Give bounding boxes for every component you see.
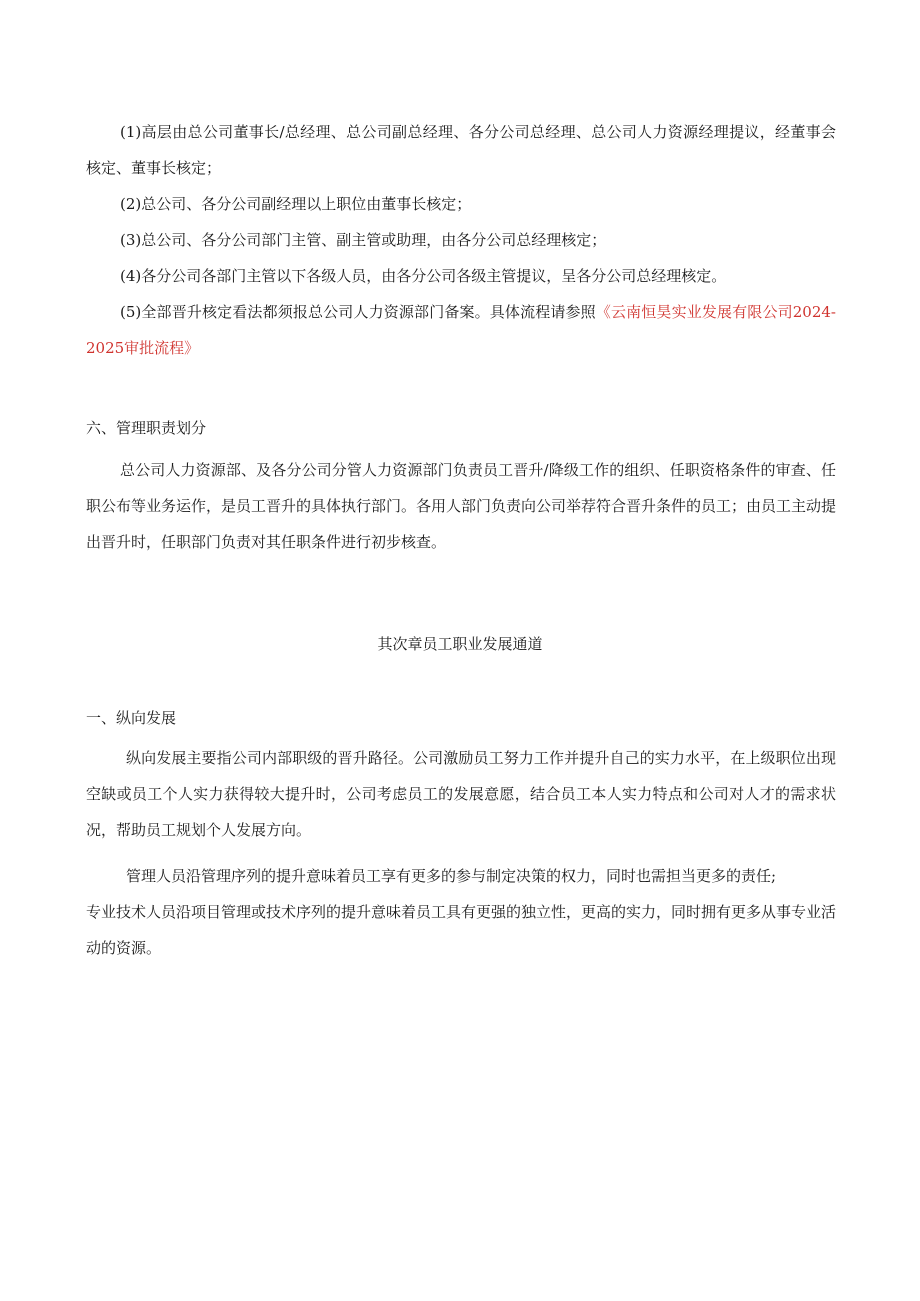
section-six-heading: 六、管理职责划分 [86, 419, 207, 437]
section-six-body: 总公司人力资源部、及各分公司分管人力资源部门负责员工晋升/降级工作的组织、任职资格条件的审查、任职公布等业务运作，是员工晋升的具体执行部门。各用人部门负责向公司举荐符合晋升条件的员工；由员工主动提出晋升时，任职部门负责对其任职条件进行初步核查。 [86, 461, 837, 551]
vertical-development-para-1: 纵向发展主要指公司内部职级的晋升路径。公司激励员工努力工作并提升自己的实力水平，在上级职位出现空缺或员工个人实力获得较大提升时，公司考虑员工的发展意愿，结合员工本人实力特点和公司对人才的需求状况，帮助员工规划个人发展方向。 [86, 749, 836, 839]
approval-item-5-text: (5)全部晋升核定看法都须报总公司人力资源部门备案。具体流程请参照 [120, 303, 596, 321]
chapter-title: 其次章员工职业发展通道 [377, 635, 543, 653]
approval-item-1: (1)高层由总公司董事长/总经理、总公司副总经理、各分公司总经理、总公司人力资源经理提议，经董事会核定、董事长核定； [86, 123, 836, 177]
approval-item-4: (4)各分公司各部门主管以下各级人员，由各分公司各级主管提议，呈各分公司总经理核定。 [120, 267, 727, 285]
approval-item-2: (2)总公司、各分公司副经理以上职位由董事长核定； [120, 195, 472, 213]
approval-process-link[interactable]: 《云南恒昊实业发展有限公司2024-2025审批流程》 [86, 303, 836, 357]
vertical-development-heading: 一、纵向发展 [86, 709, 177, 727]
approval-item-3: (3)总公司、各分公司部门主管、副主管或助理，由各分公司总经理核定； [120, 231, 607, 249]
vertical-development-para-2-rest: 专业技术人员沿项目管理或技术序列的提升意味着员工具有更强的独立性，更高的实力，同时拥有更多从事专业活动的资源。 [86, 903, 837, 957]
vertical-development-para-2-line-1: 管理人员沿管理序列的提升意味着员工享有更多的参与制定决策的权力，同时也需担当更多的责任; [126, 867, 777, 885]
approval-item-5 [86, 294, 836, 366]
